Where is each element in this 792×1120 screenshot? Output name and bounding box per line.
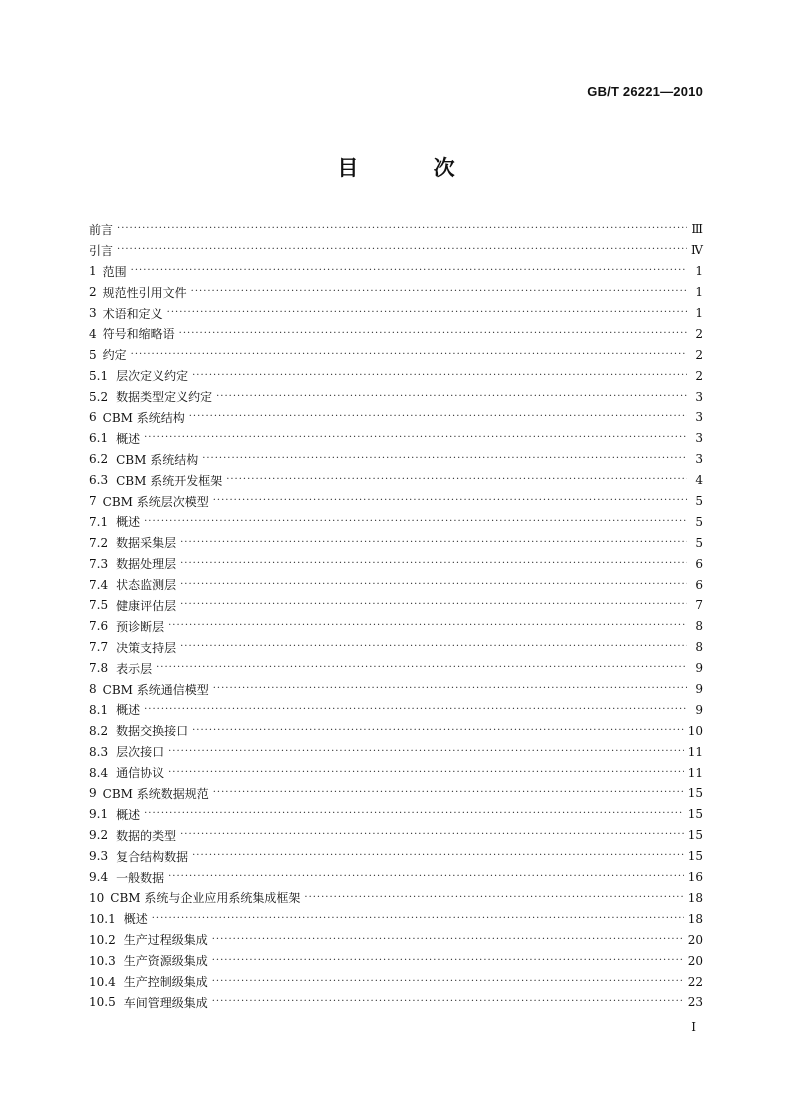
toc-dot-leader — [180, 536, 687, 550]
toc-entry-page: 1 — [695, 306, 703, 320]
toc-dot-leader — [168, 870, 684, 884]
toc-entry-page: 3 — [695, 389, 703, 404]
toc-entry[interactable] — [89, 470, 703, 491]
toc-dot-leader — [179, 327, 687, 341]
toc-entry[interactable] — [89, 699, 703, 720]
toc-entry-title: 概述 — [116, 807, 141, 822]
toc-entry[interactable] — [89, 282, 703, 303]
toc-entry-title: 范围 — [102, 264, 127, 279]
toc-entry-number: 4 — [89, 326, 97, 341]
toc-dot-leader — [117, 222, 687, 236]
toc-entry-page: 20 — [687, 953, 703, 968]
toc-entry-title: 生产控制级集成 — [123, 975, 208, 989]
toc-entry-title: 术语和定义 — [102, 306, 163, 321]
toc-entry-page: 15 — [687, 807, 703, 822]
toc-entry[interactable] — [89, 679, 703, 700]
toc-entry-page: 4 — [695, 473, 703, 488]
toc-entry-page: 9 — [695, 661, 703, 676]
toc-entry-title: 层次接口 — [116, 745, 165, 760]
toc-dot-leader — [180, 828, 684, 842]
toc-entry-title: 生产资源级集成 — [123, 954, 208, 969]
toc-dot-leader — [168, 766, 684, 780]
toc-dot-leader — [144, 703, 687, 717]
toc-entry-number: 10.5 — [89, 995, 116, 1010]
toc-entry-page: 3 — [695, 410, 703, 425]
toc-entry-page: 5 — [695, 514, 703, 529]
toc-entry-title: CBM 系统通信模型 — [102, 682, 209, 697]
toc-entry-number: 10.4 — [89, 974, 116, 989]
toc-entry-page: 5 — [695, 494, 703, 509]
toc-entry-title: 概述 — [116, 431, 141, 446]
toc-entry-number: 6.2 — [89, 452, 109, 467]
toc-entry[interactable] — [89, 720, 703, 741]
toc-entry[interactable] — [89, 491, 703, 512]
toc-dot-leader — [213, 786, 684, 800]
toc-entry-page: 2 — [695, 368, 703, 383]
toc-entry[interactable] — [89, 867, 703, 888]
toc-entry-title: 概述 — [116, 703, 141, 718]
toc-dot-leader — [189, 410, 687, 424]
toc-entry-title: 概述 — [116, 515, 141, 530]
toc-entry-page: 15 — [687, 828, 703, 843]
toc-entry-number: 9 — [89, 786, 97, 801]
toc-dot-leader — [180, 598, 687, 612]
toc-entry-title: 数据采集层 — [116, 536, 177, 551]
toc-dot-leader — [226, 473, 687, 487]
toc-entry-number: 9.4 — [89, 870, 109, 885]
toc-entry-title: CBM 系统开发框架 — [116, 473, 223, 488]
toc-entry-title: CBM 系统结构 — [116, 452, 199, 467]
toc-dot-leader — [212, 954, 684, 968]
toc-entry-number: 5 — [89, 347, 97, 362]
toc-entry[interactable] — [89, 658, 703, 679]
toc-entry-number: 7 — [89, 494, 97, 509]
toc-entry-page: 5 — [695, 535, 703, 550]
toc-entry-title: 预诊断层 — [116, 619, 165, 634]
toc-entry-number: 8.4 — [89, 765, 109, 780]
toc-dot-leader — [168, 745, 684, 759]
toc-entry-title: 通信协议 — [116, 766, 165, 781]
toc-entry-title: CBM 系统层次模型 — [102, 494, 209, 509]
toc-entry-title: 表示层 — [116, 661, 153, 676]
toc-entry[interactable] — [89, 323, 703, 344]
toc-dot-leader — [216, 390, 687, 404]
toc-entry-number: 9.2 — [89, 828, 109, 843]
toc-entry-page: 20 — [687, 932, 703, 947]
toc-dot-leader — [117, 243, 687, 257]
toc-entry[interactable] — [89, 449, 703, 470]
toc-dot-leader — [168, 619, 687, 633]
toc-dot-leader — [192, 849, 684, 863]
toc-dot-leader — [213, 682, 687, 696]
toc-entry-title: 生产过程级集成 — [123, 933, 208, 948]
toc-entry-page: Ⅲ — [691, 222, 703, 237]
toc-entry-page: 23 — [687, 995, 703, 1010]
standard-number: GB/T 26221—2010 — [587, 84, 703, 99]
toc-entry-title: 前言 — [89, 222, 114, 237]
toc-entry[interactable] — [89, 595, 703, 616]
toc-entry-title: 规范性引用文件 — [102, 285, 187, 300]
toc-entry-page: 15 — [687, 849, 703, 864]
toc-entry-number: 7.3 — [89, 556, 109, 571]
toc-entry-number: 6.1 — [89, 431, 109, 446]
toc-entry[interactable] — [89, 616, 703, 637]
toc-entry-page: 18 — [687, 890, 703, 905]
toc-entry-page: 18 — [687, 911, 703, 926]
toc-entry-number: 7.6 — [89, 619, 109, 634]
toc-dot-leader — [180, 640, 687, 654]
toc-dot-leader — [191, 285, 687, 299]
toc-entry-page: 6 — [695, 577, 703, 592]
toc-dot-leader — [131, 264, 687, 278]
toc-entry-number: 8.1 — [89, 702, 109, 717]
toc-entry[interactable] — [89, 553, 703, 574]
toc-entry-title: 引言 — [89, 243, 114, 258]
toc-entry-title: 决策支持层 — [116, 640, 177, 655]
toc-entry[interactable] — [89, 532, 703, 553]
toc-entry[interactable] — [89, 971, 703, 992]
toc-entry[interactable] — [89, 261, 703, 282]
toc-entry-page: 1 — [695, 264, 703, 279]
toc-entry-number: 10.2 — [89, 932, 116, 947]
toc-entry-page: 11 — [687, 744, 703, 759]
toc-dot-leader — [192, 724, 684, 738]
toc-dot-leader — [212, 995, 684, 1009]
toc-entry-page: 6 — [695, 556, 703, 571]
toc-entry-number: 8 — [89, 682, 97, 697]
toc-dot-leader — [144, 807, 684, 821]
toc-entry[interactable] — [89, 407, 703, 428]
toc-entry-page: 10 — [687, 723, 703, 738]
toc-dot-leader — [212, 975, 684, 989]
toc-entry-number: 1 — [89, 264, 97, 279]
toc-entry-page: 9 — [695, 682, 703, 697]
toc-entry-title: CBM 系统结构 — [102, 410, 185, 425]
toc-entry-page: 22 — [687, 974, 703, 989]
toc-dot-leader — [212, 933, 684, 947]
toc-entry-number: 2 — [89, 285, 97, 300]
toc-dot-leader — [192, 369, 687, 383]
toc-dot-leader — [304, 891, 683, 905]
toc-entry[interactable] — [89, 428, 703, 449]
toc-entry-title: 符号和缩略语 — [102, 327, 175, 342]
toc-entry-title: 数据的类型 — [116, 828, 177, 843]
toc-entry-number: 7.7 — [89, 640, 109, 655]
toc-entry-number: 10 — [89, 890, 105, 905]
toc-entry-title: CBM 系统数据规范 — [102, 786, 209, 801]
toc-entry[interactable] — [89, 804, 703, 825]
toc-entry[interactable] — [89, 846, 703, 867]
toc-dot-leader — [213, 494, 687, 508]
toc-entry[interactable] — [89, 825, 703, 846]
toc-entry-page: 2 — [695, 347, 703, 362]
toc-title: 目 次 — [337, 156, 489, 180]
toc-entry-page: 2 — [695, 326, 703, 341]
toc-entry[interactable] — [89, 637, 703, 658]
toc-entry-page: 3 — [695, 431, 703, 446]
toc-entry-title: 车间管理级集成 — [123, 995, 208, 1010]
toc-entry[interactable] — [89, 762, 703, 783]
toc-dot-leader — [180, 578, 687, 592]
toc-entry-title: 数据处理层 — [116, 557, 177, 572]
page-number: I — [691, 1020, 696, 1034]
toc-entry[interactable] — [89, 219, 703, 240]
toc-entry[interactable] — [89, 929, 703, 950]
toc-entry-number: 10.1 — [89, 911, 116, 926]
toc-entry[interactable] — [89, 365, 703, 386]
toc-entry-number: 6.3 — [89, 473, 109, 488]
toc-entry[interactable] — [89, 344, 703, 365]
toc-entry[interactable] — [89, 783, 703, 804]
toc-dot-leader — [131, 348, 687, 362]
toc-dot-leader — [202, 452, 687, 466]
toc-entry-page: Ⅳ — [691, 243, 703, 258]
toc-entry-number: 7.2 — [89, 535, 109, 550]
toc-dot-leader — [156, 661, 687, 675]
toc-entry-page: 8 — [695, 640, 703, 655]
toc-entry-page: 9 — [695, 702, 703, 717]
toc-entry-number: 6 — [89, 410, 97, 425]
toc-entry[interactable] — [89, 741, 703, 762]
toc-entry[interactable] — [89, 950, 703, 971]
toc-entry-number: 7.4 — [89, 577, 109, 592]
table-of-contents — [89, 219, 703, 1013]
toc-entry[interactable] — [89, 303, 703, 324]
toc-entry[interactable] — [89, 992, 703, 1013]
toc-entry-title: CBM 系统与企业应用系统集成框架 — [110, 891, 301, 906]
toc-entry[interactable] — [89, 888, 703, 909]
toc-dot-leader — [144, 431, 687, 445]
toc-dot-leader — [152, 912, 684, 926]
toc-entry-page: 16 — [687, 870, 703, 885]
toc-entry-number: 3 — [89, 306, 97, 320]
toc-dot-leader — [167, 306, 687, 320]
toc-entry-number: 7.1 — [89, 514, 109, 529]
toc-entry[interactable] — [89, 908, 703, 929]
toc-entry-title: 数据类型定义约定 — [116, 390, 213, 405]
toc-entry-page: 1 — [695, 285, 703, 300]
toc-entry-title: 概述 — [123, 912, 148, 927]
toc-entry-title: 复合结构数据 — [116, 849, 189, 864]
toc-entry-number: 9.1 — [89, 807, 109, 822]
toc-entry-title: 状态监测层 — [116, 578, 177, 593]
toc-entry-page: 7 — [695, 598, 703, 613]
toc-entry-number: 10.3 — [89, 953, 116, 968]
toc-entry[interactable] — [89, 511, 703, 532]
toc-entry-number: 7.5 — [89, 598, 109, 613]
toc-entry-title: 约定 — [102, 348, 127, 363]
toc-entry[interactable] — [89, 240, 703, 261]
toc-entry[interactable] — [89, 386, 703, 407]
toc-entry-number: 5.1 — [89, 368, 109, 383]
toc-entry-title: 一般数据 — [116, 870, 165, 885]
toc-dot-leader — [144, 515, 687, 529]
toc-entry-number: 8.2 — [89, 723, 109, 738]
toc-entry-number: 9.3 — [89, 849, 109, 864]
toc-entry-page: 3 — [695, 452, 703, 467]
toc-entry-page: 11 — [687, 765, 703, 780]
toc-entry-title: 健康评估层 — [116, 598, 177, 613]
toc-entry-title: 层次定义约定 — [116, 369, 189, 384]
toc-entry[interactable] — [89, 574, 703, 595]
toc-entry-number: 5.2 — [89, 389, 109, 404]
toc-entry-number: 7.8 — [89, 661, 109, 676]
toc-entry-title: 数据交换接口 — [116, 724, 189, 739]
toc-dot-leader — [180, 557, 687, 571]
toc-entry-page: 15 — [687, 786, 703, 801]
toc-entry-page: 8 — [695, 619, 703, 634]
toc-entry-number: 8.3 — [89, 744, 109, 759]
